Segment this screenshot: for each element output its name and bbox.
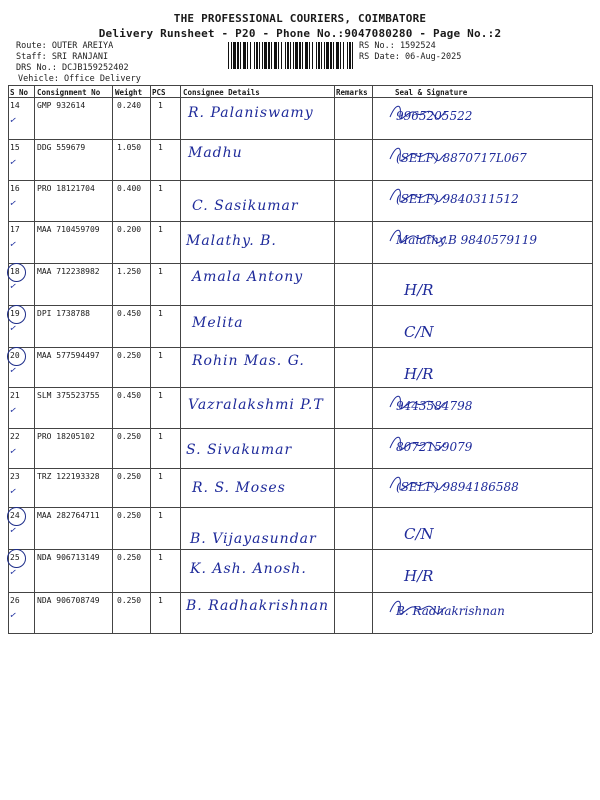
table-row-rule [8,97,592,98]
row-weight: 0.250 [117,432,142,441]
barcode-image [228,42,355,69]
table-column-rule [592,85,593,633]
row-consignee-handwritten: Malathy. B. [186,233,277,249]
table-row-rule [8,468,592,469]
row-signature-handwritten: H/R [404,567,434,585]
column-header-consignment: Consignment No [37,88,101,97]
row-weight: 0.250 [117,553,142,562]
row-consignee-handwritten: B. Radhakrishnan [186,598,329,614]
row-pcs: 1 [158,309,163,318]
barcode-bar [231,42,232,69]
row-signature-handwritten: 8072159079 [396,440,473,454]
table-column-rule [150,85,151,633]
row-consignment: MAA 712238982 [37,267,100,276]
row-weight: 0.200 [117,225,142,234]
table-column-rule [334,85,335,633]
row-weight: 0.250 [117,351,142,360]
signature-scribble [388,472,448,494]
check-mark-icon: ✓ [9,609,17,622]
rs-number: RS No.: 1592524 [359,41,436,51]
runsheet-subtitle: Delivery Runsheet - P20 - Phone No.:9047080280 - Page No.:2 [98,27,502,40]
barcode-bar [316,42,317,69]
table-row-rule [8,347,592,348]
table-row-rule [8,263,592,264]
check-mark-icon: ✓ [9,238,17,251]
table-row-rule [8,305,592,306]
barcode-bar [254,42,255,69]
barcode-bar [302,42,303,69]
row-consignee-handwritten: Rohin Mas. G. [192,353,305,369]
row-weight: 0.250 [117,472,142,481]
barcode-bar [324,42,325,69]
row-consignment: NDA 906708749 [37,596,100,605]
sno-circle-mark [7,305,26,324]
check-mark-icon: ✓ [9,156,17,169]
sno-circle-mark [7,347,26,366]
barcode-bar [352,42,353,69]
row-signature-handwritten: (SELF) 9840311512 [396,192,519,206]
column-header-remarks: Remarks [336,88,368,97]
barcode-bar [333,42,334,69]
row-signature-handwritten: B. Radhakrishnan [396,604,505,618]
table-column-rule [180,85,181,633]
table-row-rule [8,507,592,508]
check-mark-icon: ✓ [9,114,17,127]
row-weight: 1.250 [117,267,142,276]
row-sno: 26 [10,596,20,605]
signature-scribble [388,596,448,618]
sno-circle-mark [7,507,26,526]
barcode-bar [271,42,272,69]
barcode-bar [326,42,329,69]
row-pcs: 1 [158,351,163,360]
row-weight: 0.400 [117,184,142,193]
row-signature-handwritten: C/N [404,323,434,341]
table-row-rule [8,180,592,181]
row-signature-handwritten: (SELF) 9894186588 [396,480,519,494]
row-sno: 21 [10,391,20,400]
table-column-rule [34,85,35,633]
row-consignee-handwritten: B. Vijayasundar [190,531,317,547]
row-signature-handwritten: C/N [404,525,434,543]
row-consignee-handwritten: K. Ash. Anosh. [190,561,307,577]
barcode-bar [349,42,351,69]
signature-scribble [388,143,448,165]
row-signature-handwritten: 9965205522 [396,109,473,123]
row-weight: 0.240 [117,101,142,110]
table-row-rule [8,633,592,634]
vehicle-label: Vehicle: Office Delivery [18,74,141,84]
row-sno: 14 [10,101,20,110]
barcode-bar [250,42,251,69]
row-consignment: MAA 710459709 [37,225,100,234]
barcode-bar [312,42,313,69]
rs-date: RS Date: 06-Aug-2025 [359,52,462,62]
row-signature-handwritten: (SELF) 8870717L067 [396,151,527,165]
barcode-bar [240,42,241,69]
barcode-bar [259,42,260,69]
barcode-bar [233,42,236,69]
row-pcs: 1 [158,225,163,234]
row-consignee-handwritten: Madhu [188,145,243,161]
row-consignee-handwritten: Vazralakshmi P.T [188,397,324,413]
column-header-seal: Seal & Signature [395,88,468,97]
barcode-bar [228,42,229,69]
row-consignment: DDG 559679 [37,143,86,152]
barcode-bar [305,42,308,69]
table-column-rule [372,85,373,633]
check-mark-icon: ✓ [9,322,17,335]
row-weight: 1.050 [117,143,142,152]
row-pcs: 1 [158,472,163,481]
row-pcs: 1 [158,267,163,276]
row-pcs: 1 [158,596,163,605]
row-sno: 25 [10,553,20,562]
row-sno: 18 [10,267,20,276]
signature-scribble [388,391,448,413]
row-consignee-handwritten: Amala Antony [192,269,304,285]
row-pcs: 1 [158,143,163,152]
barcode-bar [336,42,339,69]
barcode-bar [293,42,294,69]
barcode-bar [243,42,246,69]
row-pcs: 1 [158,432,163,441]
row-sno: 17 [10,225,20,234]
row-consignee-handwritten: R. Palaniswamy [188,105,314,121]
row-consignment: PRO 18205102 [37,432,95,441]
check-mark-icon: ✓ [9,280,17,293]
column-header-pcs: PCS [152,88,166,97]
barcode-bar [330,42,332,69]
row-weight: 0.250 [117,596,142,605]
check-mark-icon: ✓ [9,445,17,458]
row-pcs: 1 [158,511,163,520]
row-consignment: TRZ 122193328 [37,472,100,481]
barcode-bar [309,42,310,69]
barcode-bar [347,42,348,69]
company-title: THE PROFESSIONAL COURIERS, COIMBATORE [173,12,427,25]
barcode-bar [340,42,341,69]
barcode-bar [237,42,239,69]
barcode-bar [290,42,291,69]
table-row-rule [8,428,592,429]
row-consignment: MAA 282764711 [37,511,100,520]
check-mark-icon: ✓ [9,566,17,579]
check-mark-icon: ✓ [9,197,17,210]
table-row-rule [8,221,592,222]
column-header-weight: Weight [115,88,143,97]
barcode-bar [278,42,279,69]
route-label: Route: OUTER AREIYA [16,41,114,51]
barcode-bar [295,42,298,69]
row-pcs: 1 [158,184,163,193]
check-mark-icon: ✓ [9,485,17,498]
check-mark-icon: ✓ [9,524,17,537]
row-consignment: DPI 1738788 [37,309,90,318]
barcode-bar [268,42,270,69]
row-sno: 16 [10,184,20,193]
column-header-sno: S No [10,88,29,97]
sno-circle-mark [7,263,26,282]
barcode-bar [247,42,248,69]
check-mark-icon: ✓ [9,404,17,417]
signature-scribble [388,184,448,206]
table-top-rule [8,85,592,86]
row-sno: 24 [10,511,20,520]
barcode-bar [262,42,263,69]
row-weight: 0.450 [117,309,142,318]
row-sno: 20 [10,351,20,360]
barcode-bar [281,42,282,69]
signature-scribble [388,225,448,247]
signature-scribble [388,101,448,123]
drs-label: DRS No.: DCJB159252402 [16,63,129,73]
row-consignment: NDA 906713149 [37,553,100,562]
table-row-rule [8,592,592,593]
column-header-consignee: Consignee Details [183,88,260,97]
barcode-bar [274,42,277,69]
row-sno: 23 [10,472,20,481]
row-weight: 0.450 [117,391,142,400]
row-sno: 15 [10,143,20,152]
table-column-rule [112,85,113,633]
row-consignment: MAA 577594497 [37,351,100,360]
table-row-rule [8,139,592,140]
row-weight: 0.250 [117,511,142,520]
staff-label: Staff: SRI RANJANI [16,52,109,62]
row-consignee-handwritten: S. Sivakumar [186,442,293,458]
barcode-bar [343,42,344,69]
row-consignment: SLM 375523755 [37,391,100,400]
row-pcs: 1 [158,391,163,400]
barcode-bar [287,42,289,69]
row-consignee-handwritten: R. S. Moses [192,480,286,496]
barcode-bar [264,42,267,69]
row-consignment: PRO 18121704 [37,184,95,193]
signature-scribble [388,432,448,454]
row-sno: 19 [10,309,20,318]
barcode-bar [321,42,322,69]
row-pcs: 1 [158,553,163,562]
row-signature-handwritten: 9443584798 [396,399,473,413]
row-signature-handwritten: H/R [404,281,434,299]
barcode-bar [256,42,258,69]
row-consignee-handwritten: Melita [192,315,244,331]
row-consignment: GMP 932614 [37,101,86,110]
barcode-bar [299,42,301,69]
row-sno: 22 [10,432,20,441]
table-row-rule [8,387,592,388]
row-pcs: 1 [158,101,163,110]
barcode-bar [318,42,320,69]
barcode-bar [285,42,286,69]
table-row-rule [8,549,592,550]
check-mark-icon: ✓ [9,364,17,377]
row-consignee-handwritten: C. Sasikumar [192,198,299,214]
row-signature-handwritten: Malathy.B 9840579119 [396,233,537,247]
sno-circle-mark [7,549,26,568]
row-signature-handwritten: H/R [404,365,434,383]
